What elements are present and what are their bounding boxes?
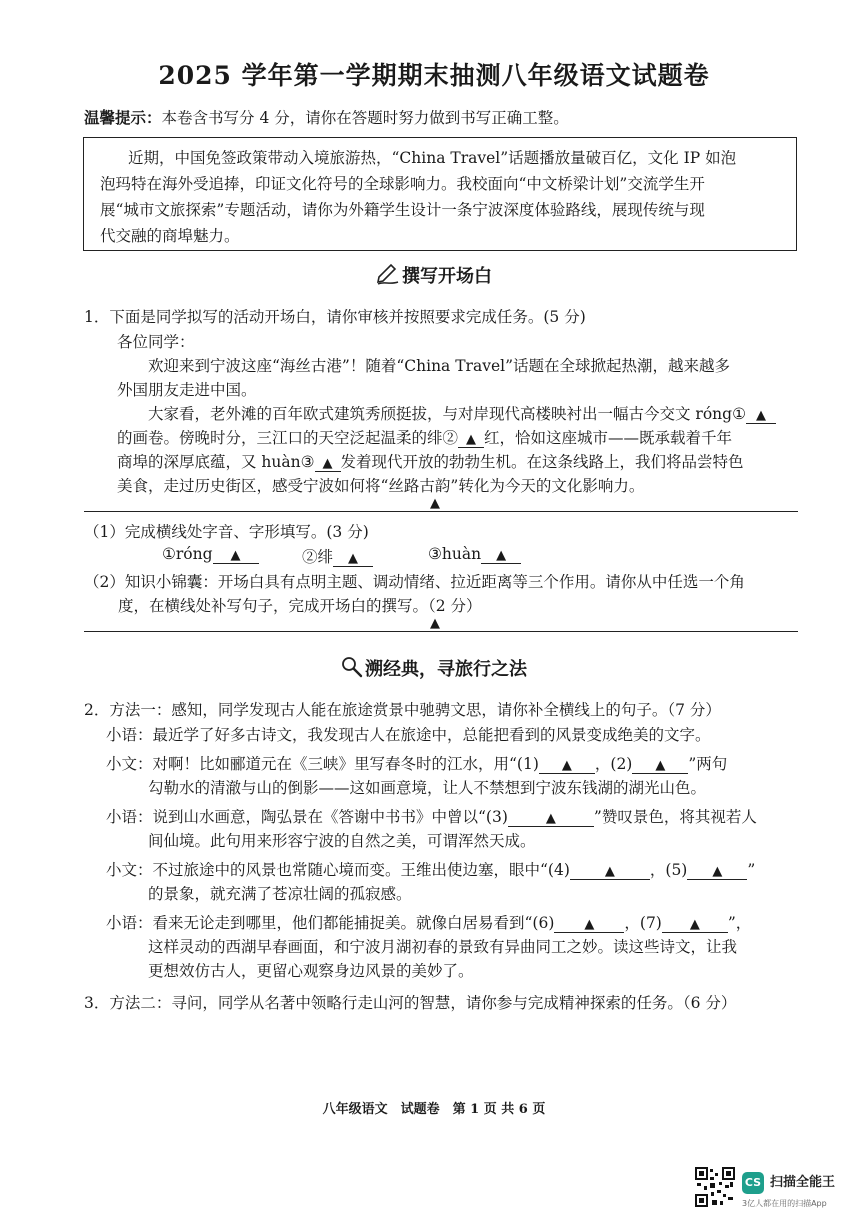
dialogue-text: ，(7) [624,914,662,932]
poem-blank-5[interactable]: ▲ [687,863,747,880]
tip-label: 温馨提示： [84,108,162,127]
dialogue-text: 小语：看来无论走到哪里，他们都能捕捉美。就像白居易看到“(6) [106,914,555,932]
q1-para2-line2 [117,426,732,448]
answer-line-sub2[interactable] [84,631,798,632]
section-title-classics [0,655,868,683]
dialogue-text: ”， [727,914,752,932]
dialogue-2-line2: 勾勒水的清澈与山的倒影——这如画意境，让人不禁想到宁波东钱湖的湖光山色。 [148,779,707,797]
poem-blank-4[interactable]: ▲ [570,863,650,880]
q1-sub1: （1）完成横线处字音、字形填写。(3 分) [84,523,369,541]
dialogue-4-line1 [106,858,755,880]
poem-blank-1[interactable]: ▲ [539,757,595,774]
q1-para2-text: 的画卷。傍晚时分，三江口的天空泛起温柔的绯② [117,429,459,447]
dialogue-3-line1 [106,805,757,827]
sub1-blank-3[interactable]: ▲ [481,547,521,564]
sub1-item-1: ①róng ▲ [162,545,259,564]
q1-greeting: 各位同学： [117,333,195,351]
sub1-blank-2[interactable]: ▲ [333,550,373,567]
q1-para1-line2: 外国朋友走进中国。 [117,381,257,399]
sub1-item-3: ③huàn ▲ [428,545,521,564]
poem-blank-2[interactable]: ▲ [632,757,688,774]
scanner-app-name: 扫描全能王 [770,1175,836,1190]
dialogue-text: 小文：不过旅途中的风景也常随心境而变。王维出使边塞，眼中“(4) [106,861,570,879]
q1-para2-line1 [148,402,776,424]
intro-line-4: 代交融的商埠魅力。 [100,227,240,245]
q1-para2-line4: 美食，走过历史街区，感受宁波如何将“丝路古韵”转化为今天的文化影响力。 [117,477,645,495]
poem-blank-6[interactable]: ▲ [554,916,624,933]
blank-3[interactable]: ▲ [315,455,341,472]
q1-para2-text: 商埠的深厚底蕴，又 huàn③ [117,453,315,471]
scanner-app-tag: 3亿人都在用的扫描App [742,1199,827,1208]
q1-para2-text: 大家看，老外滩的百年欧式建筑秀颀挺拔，与对岸现代高楼映衬出一幅古今交文 róng① [148,405,746,423]
answer-mark-sub2: ▲ [430,616,440,631]
dialogue-text: ，(2) [594,755,633,773]
q1-para2-line3 [117,450,744,472]
section-title-text: 撰写开场白 [402,266,492,287]
blank-1[interactable]: ▲ [746,407,776,424]
sub1-blank-1[interactable]: ▲ [213,547,259,564]
dialogue-2-line1 [106,752,727,774]
q1-sub2-line1: （2）知识小锦囊：开场白具有点明主题、调动情绪、拉近距离等三个作用。请你从中任选一个角 [84,573,745,591]
tip-text: 本卷含书写分 4 分，请你在答题时努力做到书写正确工整。 [161,109,569,127]
q1-stem: 1．下面是同学拟写的活动开场白，请你审核并按照要求完成任务。(5 分) [84,308,586,326]
dialogue-4-line2: 的景象，就充满了苍凉壮阔的孤寂感。 [148,885,412,903]
q1-sub2-line2: 度，在横线处补写句子，完成开场白的撰写。（2 分） [118,597,482,615]
intro-line-3: 展“城市文旅探索”专题活动，请你为外籍学生设计一条宁波深度体验路线，展现传统与现 [100,201,705,219]
q1-para1-line1: 欢迎来到宁波这座“海丝古港”！随着“China Travel”话题在全球掀起热潮，越来越多 [148,357,731,375]
qr-code-icon [695,1167,735,1207]
dialogue-text: 小文：对啊！比如郦道元在《三峡》里写春冬时的江水，用“(1) [106,755,539,773]
pencil-icon [376,263,400,290]
section-title-text: 溯经典，寻旅行之法 [365,659,527,680]
dialogue-text: ，(5) [649,861,688,879]
section-title-opening [0,262,868,290]
answer-mark-opening: ▲ [430,496,440,511]
answer-line-opening[interactable] [84,511,798,512]
blank-2[interactable]: ▲ [458,431,484,448]
intro-line-1: 近期，中国免签政策带动入境旅游热，“China Travel”话题播放量破百亿，文化 IP 如泡 [128,149,737,167]
intro-line-2: 泡玛特在海外受追捧，印证文化符号的全球影响力。我校面向“中文桥梁计划”交流学生开 [100,175,705,193]
tip-line [84,106,569,128]
dialogue-text: ”两句 [688,755,728,773]
dialogue-text: ” [747,861,756,879]
poem-blank-7[interactable]: ▲ [662,916,728,933]
dialogue-text: ”赞叹景色，将其视若人 [593,808,757,826]
page-title: 2025 学年第一学期期末抽测八年级语文试题卷 [158,61,710,90]
dialogue-5-line1 [106,911,751,933]
dialogue-1: 小语：最近学了好多古诗文，我发现古人在旅途中，总能把看到的风景变成绝美的文字。 [106,726,711,744]
q1-para2-text: 发着现代开放的勃勃生机。在这条线路上，我们将品尝特色 [340,453,744,471]
q3-stem: 3．方法二：寻问，同学从名著中领略行走山河的智慧，请你参与完成精神探索的任务。（6 分） [84,994,737,1012]
poem-blank-3[interactable]: ▲ [508,810,594,827]
dialogue-3-line2: 间仙境。此句用来形容宁波的自然之美，可谓浑然天成。 [148,832,536,850]
q1-para2-text: 红，恰如这座城市——既承载着千年 [484,429,733,447]
dialogue-text: 小语：说到山水画意，陶弘景在《答谢中书书》中曾以“(3) [106,808,508,826]
dialogue-5-line2: 这样灵动的西湖早春画面，和宁波月湖初春的景致有异曲同工之妙。读这些诗文，让我 [148,938,738,956]
q2-stem: 2．方法一：感知，同学发现古人能在旅途赏景中驰骋文思，请你补全横线上的句子。（7 分） [84,701,721,719]
sub1-item-2: ②绯 ▲ [302,545,373,567]
intro-box [83,137,797,251]
page-footer: 八年级语文 试题卷 第 1 页 共 6 页 [322,1102,546,1117]
magnifier-icon [341,656,363,683]
dialogue-5-line3: 更想效仿古人，更留心观察身边风景的美妙了。 [148,962,474,980]
scanner-logo: CS [742,1172,764,1194]
